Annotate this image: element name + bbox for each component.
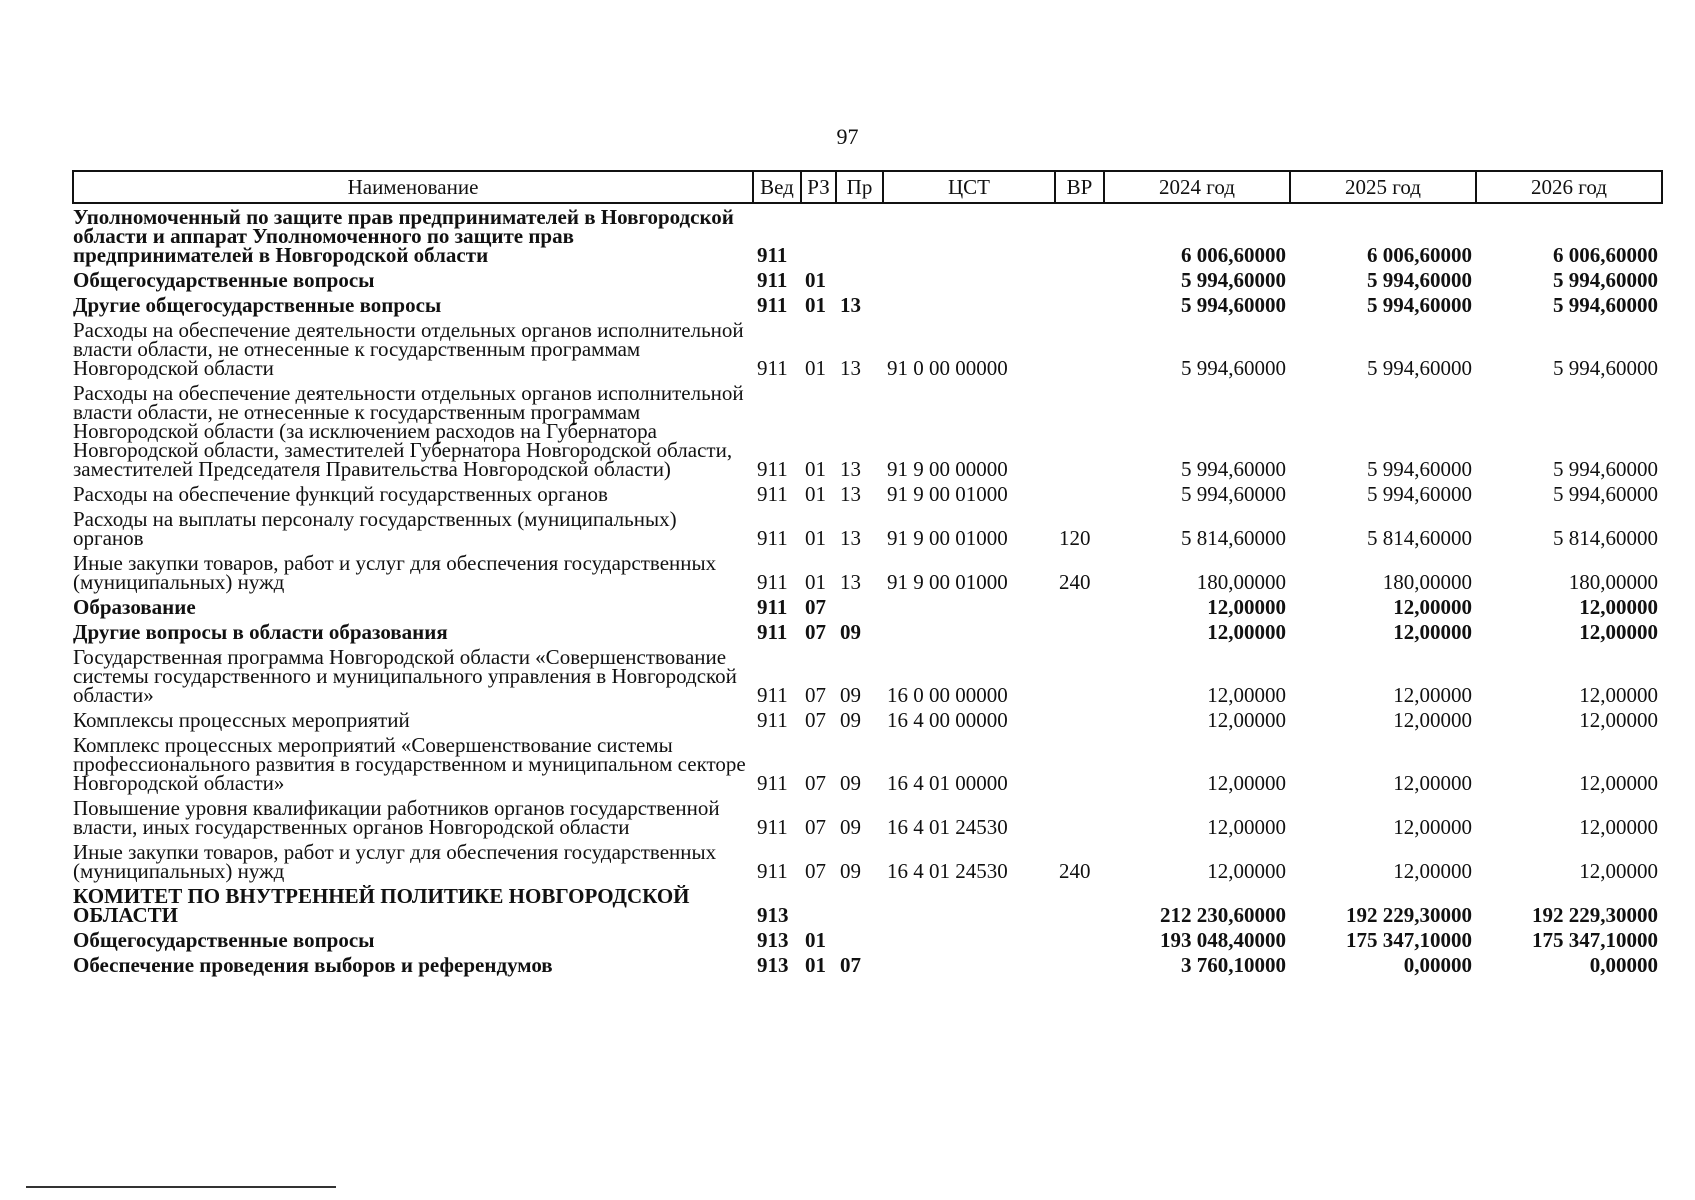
row-vr xyxy=(1055,203,1104,267)
table-row xyxy=(73,550,1662,594)
row-rz: 01 xyxy=(805,482,826,506)
row-amount-2025: 12,00000 xyxy=(1393,683,1472,707)
row-cst xyxy=(883,267,1055,292)
row-amount-2026: 12,00000 xyxy=(1579,771,1658,795)
table-row xyxy=(73,481,1662,506)
row-name: Расходы на обеспечение деятельности отдельных органов исполнительной власти области, не отнесенные к государственным программам Новгородской области (за исключением расходов на Губернатора Новгородской области, заместителей Губернатора Новгородской области, заместителей Председателя Правительства Новгородской области) xyxy=(73,381,744,481)
row-amount-2026: 5 994,60000 xyxy=(1553,293,1658,317)
row-amount-2025: 0,00000 xyxy=(1403,953,1472,977)
table-row xyxy=(73,594,1662,619)
row-cst: 16 4 01 00000 xyxy=(887,771,1008,795)
row-amount-2024: 12,00000 xyxy=(1207,815,1286,839)
row-pr: 13 xyxy=(840,293,861,317)
row-name: Иные закупки товаров, работ и услуг для обеспечения государственных (муниципальных) нужд xyxy=(73,551,717,594)
row-vr xyxy=(1055,317,1104,380)
row-amount-2025: 5 814,60000 xyxy=(1367,526,1472,550)
row-pr xyxy=(836,203,883,267)
row-vr xyxy=(1055,927,1104,952)
row-amount-2026: 12,00000 xyxy=(1579,859,1658,883)
row-pr: 09 xyxy=(840,859,861,883)
row-amount-2026: 5 994,60000 xyxy=(1553,482,1658,506)
row-ved: 911 xyxy=(757,526,788,550)
header-vr: ВР xyxy=(1055,171,1104,203)
row-ved: 911 xyxy=(757,683,788,707)
row-amount-2024: 12,00000 xyxy=(1207,595,1286,619)
row-cst xyxy=(883,594,1055,619)
table-body xyxy=(73,203,1662,977)
table-row xyxy=(73,380,1662,481)
row-amount-2024: 6 006,60000 xyxy=(1181,243,1286,267)
row-amount-2025: 192 229,30000 xyxy=(1346,903,1472,927)
row-ved: 911 xyxy=(757,482,788,506)
row-vr xyxy=(1055,952,1104,977)
row-pr xyxy=(836,594,883,619)
row-vr xyxy=(1055,795,1104,839)
row-amount-2024: 5 994,60000 xyxy=(1181,356,1286,380)
table-row xyxy=(73,292,1662,317)
row-amount-2025: 12,00000 xyxy=(1393,815,1472,839)
row-pr: 07 xyxy=(840,953,861,977)
row-vr xyxy=(1055,732,1104,795)
table-row xyxy=(73,317,1662,380)
table-row xyxy=(73,203,1662,267)
row-rz: 01 xyxy=(805,356,826,380)
footer-rule xyxy=(26,1186,336,1188)
row-amount-2024: 12,00000 xyxy=(1207,859,1286,883)
row-cst: 91 9 00 00000 xyxy=(887,457,1008,481)
row-ved: 911 xyxy=(757,570,788,594)
row-vr: 240 xyxy=(1059,570,1091,594)
row-pr: 09 xyxy=(840,708,861,732)
row-vr xyxy=(1055,380,1104,481)
row-ved: 913 xyxy=(757,928,789,952)
row-rz: 07 xyxy=(805,595,826,619)
row-vr xyxy=(1055,481,1104,506)
row-vr: 240 xyxy=(1059,859,1091,883)
row-amount-2024: 5 994,60000 xyxy=(1181,457,1286,481)
row-name: Общегосударственные вопросы xyxy=(73,928,375,952)
row-cst xyxy=(883,952,1055,977)
table-row xyxy=(73,732,1662,795)
row-vr xyxy=(1055,292,1104,317)
row-ved: 911 xyxy=(757,356,788,380)
row-cst: 16 4 01 24530 xyxy=(887,859,1008,883)
row-name: Уполномоченный по защите прав предпринимателей в Новгородской области и аппарат Уполномоченного по защите прав предпринимателей в Новгородской области xyxy=(73,205,734,267)
row-ved: 911 xyxy=(757,243,788,267)
row-amount-2025: 12,00000 xyxy=(1393,771,1472,795)
table-header xyxy=(73,171,1662,203)
row-name: Общегосударственные вопросы xyxy=(73,268,375,292)
row-pr xyxy=(836,883,883,927)
row-name: КОМИТЕТ ПО ВНУТРЕННЕЙ ПОЛИТИКЕ НОВГОРОДСКОЙ ОБЛАСТИ xyxy=(73,884,690,927)
row-cst: 91 9 00 01000 xyxy=(887,570,1008,594)
row-name: Повышение уровня квалификации работников органов государственной власти, иных государственных органов Новгородской области xyxy=(73,796,720,839)
row-vr xyxy=(1055,883,1104,927)
row-cst: 16 0 00 00000 xyxy=(887,683,1008,707)
row-rz: 07 xyxy=(805,771,826,795)
row-amount-2025: 5 994,60000 xyxy=(1367,293,1472,317)
row-cst: 16 4 00 00000 xyxy=(887,708,1008,732)
table-row xyxy=(73,952,1662,977)
row-vr xyxy=(1055,619,1104,644)
row-rz xyxy=(801,883,836,927)
row-ved: 911 xyxy=(757,595,788,619)
row-name: Образование xyxy=(73,595,196,619)
row-amount-2025: 12,00000 xyxy=(1393,620,1472,644)
row-rz: 07 xyxy=(805,859,826,883)
table-row xyxy=(73,839,1662,883)
row-amount-2024: 180,00000 xyxy=(1196,570,1286,594)
row-amount-2025: 5 994,60000 xyxy=(1367,482,1472,506)
row-ved: 911 xyxy=(757,859,788,883)
row-name: Государственная программа Новгородской области «Совершенствование системы государственного и муниципального управления в Новгородской области» xyxy=(73,645,737,707)
row-rz: 01 xyxy=(805,293,826,317)
row-pr: 13 xyxy=(840,457,861,481)
row-rz: 01 xyxy=(805,953,826,977)
row-name: Расходы на выплаты персоналу государственных (муниципальных) органов xyxy=(73,507,677,550)
row-amount-2026: 12,00000 xyxy=(1579,708,1658,732)
row-pr: 13 xyxy=(840,570,861,594)
row-rz: 07 xyxy=(805,815,826,839)
row-amount-2026: 180,00000 xyxy=(1568,570,1658,594)
row-ved: 911 xyxy=(757,620,788,644)
row-ved: 911 xyxy=(757,457,788,481)
row-amount-2024: 212 230,60000 xyxy=(1160,903,1286,927)
row-ved: 911 xyxy=(757,293,788,317)
header-2024: 2024 год xyxy=(1104,171,1290,203)
row-pr xyxy=(836,267,883,292)
row-cst: 16 4 01 24530 xyxy=(887,815,1008,839)
row-amount-2024: 12,00000 xyxy=(1207,620,1286,644)
row-amount-2026: 175 347,10000 xyxy=(1532,928,1658,952)
row-name: Расходы на обеспечение функций государственных органов xyxy=(73,482,608,506)
row-ved: 911 xyxy=(757,708,788,732)
row-rz: 01 xyxy=(805,268,826,292)
row-rz: 07 xyxy=(805,708,826,732)
row-name: Другие общегосударственные вопросы xyxy=(73,293,442,317)
table-row xyxy=(73,927,1662,952)
row-pr: 13 xyxy=(840,482,861,506)
row-amount-2025: 5 994,60000 xyxy=(1367,356,1472,380)
header-rz: РЗ xyxy=(801,171,836,203)
row-cst: 91 0 00 00000 xyxy=(887,356,1008,380)
row-amount-2026: 12,00000 xyxy=(1579,683,1658,707)
table-row xyxy=(73,644,1662,707)
row-ved: 911 xyxy=(757,815,788,839)
row-rz: 01 xyxy=(805,928,826,952)
row-amount-2025: 12,00000 xyxy=(1393,708,1472,732)
row-vr xyxy=(1055,594,1104,619)
row-rz xyxy=(801,203,836,267)
row-name: Обеспечение проведения выборов и референдумов xyxy=(73,953,553,977)
row-ved: 911 xyxy=(757,268,788,292)
row-amount-2025: 5 994,60000 xyxy=(1367,457,1472,481)
row-amount-2026: 6 006,60000 xyxy=(1553,243,1658,267)
row-amount-2026: 12,00000 xyxy=(1579,595,1658,619)
row-amount-2026: 12,00000 xyxy=(1579,815,1658,839)
row-amount-2024: 12,00000 xyxy=(1207,771,1286,795)
row-name: Комплекс процессных мероприятий «Совершенствование системы профессионального развития в государственном и муниципальном секторе Новгородской области» xyxy=(73,733,746,795)
row-name: Расходы на обеспечение деятельности отдельных органов исполнительной власти области, не отнесенные к государственным программам Новгородской области xyxy=(73,318,744,380)
row-cst xyxy=(883,883,1055,927)
row-rz: 01 xyxy=(805,457,826,481)
row-amount-2025: 12,00000 xyxy=(1393,859,1472,883)
row-amount-2024: 5 994,60000 xyxy=(1181,268,1286,292)
row-amount-2025: 6 006,60000 xyxy=(1367,243,1472,267)
row-amount-2025: 175 347,10000 xyxy=(1346,928,1472,952)
row-amount-2026: 0,00000 xyxy=(1589,953,1658,977)
row-amount-2026: 5 994,60000 xyxy=(1553,356,1658,380)
header-ved: Вед xyxy=(753,171,801,203)
table-row xyxy=(73,707,1662,732)
header-2025: 2025 год xyxy=(1290,171,1476,203)
row-rz: 07 xyxy=(805,620,826,644)
header-cst: ЦСТ xyxy=(883,171,1055,203)
table-row xyxy=(73,795,1662,839)
row-amount-2024: 12,00000 xyxy=(1207,683,1286,707)
row-name: Другие вопросы в области образования xyxy=(73,620,448,644)
row-amount-2024: 12,00000 xyxy=(1207,708,1286,732)
table-row xyxy=(73,506,1662,550)
row-vr xyxy=(1055,267,1104,292)
row-amount-2026: 5 994,60000 xyxy=(1553,268,1658,292)
row-amount-2024: 5 814,60000 xyxy=(1181,526,1286,550)
header-name: Наименование xyxy=(73,171,753,203)
row-rz: 07 xyxy=(805,683,826,707)
table-row xyxy=(73,619,1662,644)
row-amount-2026: 5 994,60000 xyxy=(1553,457,1658,481)
row-amount-2026: 12,00000 xyxy=(1579,620,1658,644)
row-pr: 09 xyxy=(840,815,861,839)
row-name: Иные закупки товаров, работ и услуг для обеспечения государственных (муниципальных) нужд xyxy=(73,840,717,883)
row-ved: 913 xyxy=(757,953,789,977)
row-pr: 09 xyxy=(840,620,861,644)
header-2026: 2026 год xyxy=(1476,171,1662,203)
row-pr: 13 xyxy=(840,356,861,380)
row-pr: 09 xyxy=(840,683,861,707)
row-amount-2024: 5 994,60000 xyxy=(1181,482,1286,506)
header-pr: Пр xyxy=(836,171,883,203)
row-pr: 09 xyxy=(840,771,861,795)
row-amount-2024: 193 048,40000 xyxy=(1160,928,1286,952)
row-pr: 13 xyxy=(840,526,861,550)
page-number: 97 xyxy=(836,124,859,149)
row-cst: 91 9 00 01000 xyxy=(887,526,1008,550)
row-cst xyxy=(883,927,1055,952)
row-cst xyxy=(883,292,1055,317)
row-pr xyxy=(836,927,883,952)
budget-table xyxy=(72,170,1663,977)
row-ved: 913 xyxy=(757,903,789,927)
row-cst: 91 9 00 01000 xyxy=(887,482,1008,506)
row-amount-2026: 5 814,60000 xyxy=(1553,526,1658,550)
row-vr xyxy=(1055,644,1104,707)
row-name: Комплексы процессных мероприятий xyxy=(73,708,410,732)
row-amount-2025: 12,00000 xyxy=(1393,595,1472,619)
row-amount-2024: 3 760,10000 xyxy=(1181,953,1286,977)
row-cst xyxy=(883,203,1055,267)
row-amount-2026: 192 229,30000 xyxy=(1532,903,1658,927)
row-vr xyxy=(1055,707,1104,732)
row-amount-2025: 180,00000 xyxy=(1382,570,1472,594)
table-row xyxy=(73,883,1662,927)
row-vr: 120 xyxy=(1059,526,1091,550)
row-rz: 01 xyxy=(805,526,826,550)
row-cst xyxy=(883,619,1055,644)
row-rz: 01 xyxy=(805,570,826,594)
row-ved: 911 xyxy=(757,771,788,795)
row-amount-2025: 5 994,60000 xyxy=(1367,268,1472,292)
row-amount-2024: 5 994,60000 xyxy=(1181,293,1286,317)
table-row xyxy=(73,267,1662,292)
